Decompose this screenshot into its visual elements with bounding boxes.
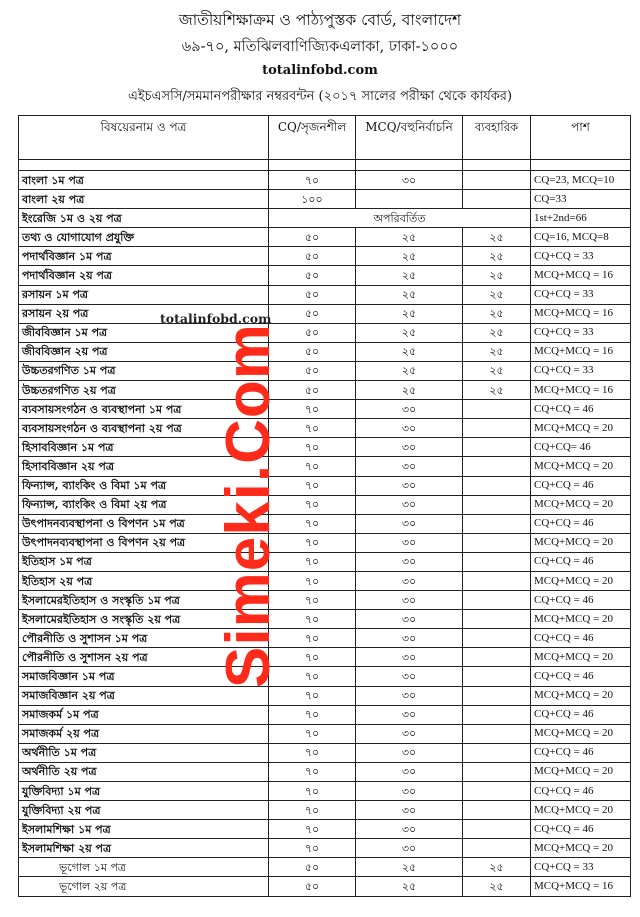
- cq-cell: ৭০: [269, 762, 356, 781]
- table-spacer-row: [19, 160, 631, 171]
- subject-cell: সমাজকর্ম ২য় পত্র: [19, 724, 269, 743]
- mcq-cell: [356, 190, 463, 209]
- subject-cell: ইতিহাস ২য় পত্র: [19, 571, 269, 590]
- site-name: totalinfobd.com: [262, 63, 378, 78]
- mcq-cell: ৩০: [356, 514, 463, 533]
- cq-cell: ৭০: [269, 476, 356, 495]
- table-row: [19, 533, 631, 552]
- practical-cell: ২৫: [463, 858, 531, 877]
- table-row: [19, 743, 631, 762]
- table-row: [19, 457, 631, 476]
- pass-cell: MCQ+MCQ = 20: [531, 839, 631, 858]
- cq-cell: ৫০: [269, 858, 356, 877]
- cq-cell: ৫০: [269, 877, 356, 896]
- mcq-cell: ২৫: [356, 266, 463, 285]
- pass-cell: CQ+CQ = 46: [531, 400, 631, 419]
- subject-cell: পদার্থবিজ্ঞান ২য় পত্র: [19, 266, 269, 285]
- table-row: [19, 228, 631, 247]
- practical-cell: [463, 839, 531, 858]
- header-mcq: MCQ/বহুনির্বাচনি: [356, 116, 463, 160]
- subject-cell: ব্যবসায়সংগঠন ও ব্যবস্থাপনা ১ম পত্র: [19, 400, 269, 419]
- subject-cell: ফিন্যান্স, ব্যাংকিং ও বিমা ১ম পত্র: [19, 476, 269, 495]
- practical-cell: [463, 762, 531, 781]
- document-title: এইচএসসি/সমমানপরীক্ষার নম্বরবন্টন (২০১৭ সালের পরীক্ষা থেকে কার্যকর): [127, 89, 513, 104]
- table-row: [19, 361, 631, 380]
- practical-cell: [463, 171, 531, 190]
- practical-cell: [463, 667, 531, 686]
- subject-cell: ইসলামেরইতিহাস ও সংস্কৃতি ১ম পত্র: [19, 591, 269, 610]
- pass-cell: CQ+CQ = 46: [531, 552, 631, 571]
- mcq-cell: ৩০: [356, 648, 463, 667]
- pass-cell: CQ+CQ= 46: [531, 438, 631, 457]
- subject-cell: ইসলামশিক্ষা ১ম পত্র: [19, 820, 269, 839]
- subject-cell: সমাজকর্ম ১ম পত্র: [19, 705, 269, 724]
- header-subject: বিষয়েরনাম ও পত্র: [19, 116, 269, 160]
- cq-cell: ৭০: [269, 495, 356, 514]
- subject-cell: পৌরনীতি ও সুশাসন ১ম পত্র: [19, 629, 269, 648]
- table-row: [19, 342, 631, 361]
- subject-cell: উৎপাদনব্যবস্থাপনা ও বিপণন ১ম পত্র: [19, 514, 269, 533]
- mcq-cell: ৩০: [356, 820, 463, 839]
- practical-cell: [463, 533, 531, 552]
- pass-cell: CQ+CQ = 33: [531, 858, 631, 877]
- pass-cell: CQ+CQ = 46: [531, 629, 631, 648]
- mcq-cell: ৩০: [356, 476, 463, 495]
- pass-cell: CQ+CQ = 46: [531, 476, 631, 495]
- subject-cell: রসায়ন ২য় পত্র: [19, 304, 269, 323]
- mcq-cell: ৩০: [356, 667, 463, 686]
- table-row: [19, 190, 631, 209]
- pass-cell: CQ+CQ = 46: [531, 514, 631, 533]
- mcq-cell: ২৫: [356, 342, 463, 361]
- pass-cell: CQ+CQ = 46: [531, 782, 631, 801]
- pass-cell: CQ+CQ = 46: [531, 667, 631, 686]
- pass-cell: MCQ+MCQ = 20: [531, 801, 631, 820]
- table-row: [19, 323, 631, 342]
- subject-cell: সমাজবিজ্ঞান ১ম পত্র: [19, 667, 269, 686]
- table-row: [19, 820, 631, 839]
- subject-cell: ফিন্যান্স, ব্যাংকিং ও বিমা ২য় পত্র: [19, 495, 269, 514]
- table-row: [19, 762, 631, 781]
- table-row: [19, 782, 631, 801]
- practical-cell: [463, 705, 531, 724]
- cq-cell: ৭০: [269, 552, 356, 571]
- pass-cell: MCQ+MCQ = 20: [531, 610, 631, 629]
- practical-cell: ২৫: [463, 247, 531, 266]
- subject-cell: ইতিহাস ১ম পত্র: [19, 552, 269, 571]
- table-row: [19, 247, 631, 266]
- mcq-cell: ২৫: [356, 323, 463, 342]
- subject-cell: পৌরনীতি ও সুশাসন ২য় পত্র: [19, 648, 269, 667]
- pass-cell: CQ+CQ = 33: [531, 361, 631, 380]
- cq-cell: ৭০: [269, 629, 356, 648]
- table-row: [19, 381, 631, 400]
- mcq-cell: ৩০: [356, 438, 463, 457]
- table-header-row: [19, 116, 631, 160]
- practical-cell: [463, 552, 531, 571]
- table-row: [19, 705, 631, 724]
- pass-cell: MCQ+MCQ = 20: [531, 419, 631, 438]
- practical-cell: [463, 629, 531, 648]
- mcq-cell: ৩০: [356, 495, 463, 514]
- pass-cell: CQ=33: [531, 190, 631, 209]
- practical-cell: ২৫: [463, 361, 531, 380]
- practical-cell: [463, 801, 531, 820]
- cq-cell: ৫০: [269, 304, 356, 323]
- pass-cell: MCQ+MCQ = 20: [531, 648, 631, 667]
- subject-cell: উচ্চতরগণিত ১ম পত্র: [19, 361, 269, 380]
- cq-cell: ৭০: [269, 591, 356, 610]
- practical-cell: [463, 610, 531, 629]
- subject-cell: জীববিজ্ঞান ২য় পত্র: [19, 342, 269, 361]
- mcq-cell: ৩০: [356, 400, 463, 419]
- cq-cell: ৭০: [269, 438, 356, 457]
- simeki-watermark: Simeki.Com: [214, 323, 283, 688]
- mcq-cell: ২৫: [356, 228, 463, 247]
- mcq-cell: ৩০: [356, 686, 463, 705]
- cq-cell: ৭০: [269, 743, 356, 762]
- mcq-cell: ৩০: [356, 839, 463, 858]
- practical-cell: [463, 400, 531, 419]
- pass-cell: 1st+2nd=66: [531, 209, 631, 228]
- spacer-cell: [19, 160, 269, 171]
- cq-cell: ১০০: [269, 190, 356, 209]
- practical-cell: [463, 457, 531, 476]
- cq-cell: ৫০: [269, 361, 356, 380]
- table-row: [19, 724, 631, 743]
- subject-cell: উচ্চতরগণিত ২য় পত্র: [19, 381, 269, 400]
- pass-cell: MCQ+MCQ = 20: [531, 495, 631, 514]
- table-row: [19, 610, 631, 629]
- cq-cell: ৭০: [269, 782, 356, 801]
- header-pass: পাশ: [531, 116, 631, 160]
- spacer-cell: [531, 160, 631, 171]
- practical-cell: [463, 591, 531, 610]
- table-row: [19, 839, 631, 858]
- subject-cell: ইসলামশিক্ষা ২য় পত্র: [19, 839, 269, 858]
- subject-cell: ভূগোল ২য় পত্র: [19, 877, 269, 896]
- spacer-cell: [356, 160, 463, 171]
- mcq-cell: ২৫: [356, 361, 463, 380]
- cq-cell: ৭০: [269, 400, 356, 419]
- table-row: [19, 591, 631, 610]
- table-row: [19, 514, 631, 533]
- header-cq: CQ/সৃজনশীল: [269, 116, 356, 160]
- pass-cell: CQ+CQ = 46: [531, 820, 631, 839]
- subject-cell: ইসলামেরইতিহাস ও সংস্কৃতি ২য় পত্র: [19, 610, 269, 629]
- mcq-cell: ২৫: [356, 247, 463, 266]
- practical-cell: [463, 190, 531, 209]
- pass-cell: CQ+CQ = 46: [531, 705, 631, 724]
- mcq-cell: ৩০: [356, 743, 463, 762]
- table-row: [19, 285, 631, 304]
- table-row: [19, 667, 631, 686]
- mcq-cell: ৩০: [356, 705, 463, 724]
- cq-cell: ৭০: [269, 705, 356, 724]
- practical-cell: [463, 743, 531, 762]
- subject-cell: হিসাববিজ্ঞান ২য় পত্র: [19, 457, 269, 476]
- header-practical: ব্যবহারিক: [463, 116, 531, 160]
- mcq-cell: ৩০: [356, 533, 463, 552]
- practical-cell: ২৫: [463, 266, 531, 285]
- practical-cell: ২৫: [463, 228, 531, 247]
- cq-cell: ৭০: [269, 686, 356, 705]
- practical-cell: [463, 724, 531, 743]
- mcq-cell: ২৫: [356, 381, 463, 400]
- table-row: [19, 571, 631, 590]
- subject-cell: ব্যবসায়সংগঠন ও ব্যবস্থাপনা ২য় পত্র: [19, 419, 269, 438]
- mcq-cell: ৩০: [356, 571, 463, 590]
- cq-cell: ৫০: [269, 247, 356, 266]
- mcq-cell: ৩০: [356, 610, 463, 629]
- mcq-cell: ৩০: [356, 724, 463, 743]
- cq-cell: ৭০: [269, 801, 356, 820]
- practical-cell: [463, 514, 531, 533]
- pass-cell: CQ+CQ = 46: [531, 743, 631, 762]
- cq-cell: ৭০: [269, 839, 356, 858]
- mcq-cell: ২৫: [356, 285, 463, 304]
- cq-cell: ৭০: [269, 667, 356, 686]
- subject-cell: যুক্তিবিদ্যা ২য় পত্র: [19, 801, 269, 820]
- table-row: [19, 419, 631, 438]
- cq-cell: ৭০: [269, 571, 356, 590]
- pass-cell: MCQ+MCQ = 16: [531, 381, 631, 400]
- subject-cell: তথ্য ও যোগাযোগ প্রযুক্তি: [19, 228, 269, 247]
- mcq-cell: ৩০: [356, 801, 463, 820]
- subject-cell: পদার্থবিজ্ঞান ১ম পত্র: [19, 247, 269, 266]
- pass-cell: CQ+CQ = 46: [531, 591, 631, 610]
- practical-cell: ২৫: [463, 285, 531, 304]
- table-row: [19, 438, 631, 457]
- site-watermark-text: totalinfobd.com: [160, 311, 272, 326]
- cq-cell: ৭০: [269, 820, 356, 839]
- practical-cell: [463, 495, 531, 514]
- subject-cell: ভূগোল ১ম পত্র: [19, 858, 269, 877]
- practical-cell: [463, 648, 531, 667]
- pass-cell: CQ+CQ = 33: [531, 323, 631, 342]
- pass-cell: MCQ+MCQ = 20: [531, 686, 631, 705]
- subject-cell: বাংলা ১ম পত্র: [19, 171, 269, 190]
- table-row: [19, 209, 631, 228]
- spacer-cell: [463, 160, 531, 171]
- pass-cell: MCQ+MCQ = 20: [531, 533, 631, 552]
- board-address: ৬৯-৭০, মতিঝিলবাণিজ্যিকএলাকা, ঢাকা-১০০০: [181, 39, 459, 55]
- subject-cell: অর্থনীতি ২য় পত্র: [19, 762, 269, 781]
- subject-cell: জীববিজ্ঞান ১ম পত্র: [19, 323, 269, 342]
- subject-cell: অর্থনীতি ১ম পত্র: [19, 743, 269, 762]
- cq-cell: ৭০: [269, 648, 356, 667]
- board-name: জাতীয়শিক্ষাক্রম ও পাঠ্যপুস্তক বোর্ড, বাংলাদেশ: [178, 11, 462, 29]
- practical-cell: ২৫: [463, 342, 531, 361]
- cq-cell: ৫০: [269, 381, 356, 400]
- table-row: [19, 266, 631, 285]
- mcq-cell: ৩০: [356, 552, 463, 571]
- practical-cell: ২৫: [463, 304, 531, 323]
- pass-cell: MCQ+MCQ = 20: [531, 762, 631, 781]
- cq-cell: ৭০: [269, 457, 356, 476]
- practical-cell: ২৫: [463, 381, 531, 400]
- mcq-cell: ৩০: [356, 419, 463, 438]
- table-row: [19, 877, 631, 896]
- practical-cell: [463, 686, 531, 705]
- table-body: [19, 160, 631, 897]
- table-row: [19, 648, 631, 667]
- subject-cell: সমাজবিজ্ঞান ২য় পত্র: [19, 686, 269, 705]
- table-row: [19, 304, 631, 323]
- practical-cell: ২৫: [463, 323, 531, 342]
- cq-cell: ৭০: [269, 533, 356, 552]
- marks-distribution-table: [18, 115, 631, 897]
- cq-cell: ৭০: [269, 610, 356, 629]
- subject-cell: ইংরেজি ১ম ও ২য় পত্র: [19, 209, 269, 228]
- cq-cell: ৭০: [269, 724, 356, 743]
- practical-cell: [463, 438, 531, 457]
- pass-cell: MCQ+MCQ = 16: [531, 342, 631, 361]
- pass-cell: CQ=23, MCQ=10: [531, 171, 631, 190]
- mcq-cell: ৩০: [356, 591, 463, 610]
- spacer-cell: [269, 160, 356, 171]
- table-row: [19, 629, 631, 648]
- subject-cell: যুক্তিবিদ্যা ১ম পত্র: [19, 782, 269, 801]
- mcq-cell: ৩০: [356, 782, 463, 801]
- practical-cell: [463, 571, 531, 590]
- pass-cell: MCQ+MCQ = 16: [531, 304, 631, 323]
- pass-cell: CQ+CQ = 33: [531, 285, 631, 304]
- cq-cell: ৫০: [269, 285, 356, 304]
- subject-cell: উৎপাদনব্যবস্থাপনা ও বিপণন ২য় পত্র: [19, 533, 269, 552]
- mcq-cell: ২৫: [356, 304, 463, 323]
- pass-cell: MCQ+MCQ = 20: [531, 457, 631, 476]
- cq-cell: ৫০: [269, 342, 356, 361]
- pass-cell: MCQ+MCQ = 20: [531, 724, 631, 743]
- practical-cell: [463, 419, 531, 438]
- table-row: [19, 552, 631, 571]
- subject-cell: হিসাববিজ্ঞান ১ম পত্র: [19, 438, 269, 457]
- pass-cell: MCQ+MCQ = 16: [531, 877, 631, 896]
- practical-cell: ২৫: [463, 877, 531, 896]
- mcq-cell: ২৫: [356, 858, 463, 877]
- cq-cell: ৭০: [269, 171, 356, 190]
- cq-cell: ৭০: [269, 514, 356, 533]
- cq-cell: ৫০: [269, 323, 356, 342]
- pass-cell: MCQ+MCQ = 16: [531, 266, 631, 285]
- pass-cell: MCQ+MCQ = 20: [531, 571, 631, 590]
- mcq-cell: ৩০: [356, 457, 463, 476]
- table-row: [19, 801, 631, 820]
- table-row: [19, 171, 631, 190]
- table-row: [19, 686, 631, 705]
- mcq-cell: ৩০: [356, 171, 463, 190]
- table-row: [19, 400, 631, 419]
- cq-cell: ৫০: [269, 266, 356, 285]
- table-row: [19, 476, 631, 495]
- cq-cell: ৫০: [269, 228, 356, 247]
- pass-cell: CQ=16, MCQ=8: [531, 228, 631, 247]
- mcq-cell: ৩০: [356, 629, 463, 648]
- practical-cell: [463, 782, 531, 801]
- table-row: [19, 495, 631, 514]
- pass-cell: CQ+CQ = 33: [531, 247, 631, 266]
- practical-cell: [463, 820, 531, 839]
- table-row: [19, 858, 631, 877]
- subject-cell: রসায়ন ১ম পত্র: [19, 285, 269, 304]
- mcq-cell: ২৫: [356, 877, 463, 896]
- cq-cell: ৭০: [269, 419, 356, 438]
- subject-cell: বাংলা ২য় পত্র: [19, 190, 269, 209]
- unchanged-cell: অপরিবর্তিত: [269, 209, 531, 228]
- practical-cell: [463, 476, 531, 495]
- mcq-cell: ৩০: [356, 762, 463, 781]
